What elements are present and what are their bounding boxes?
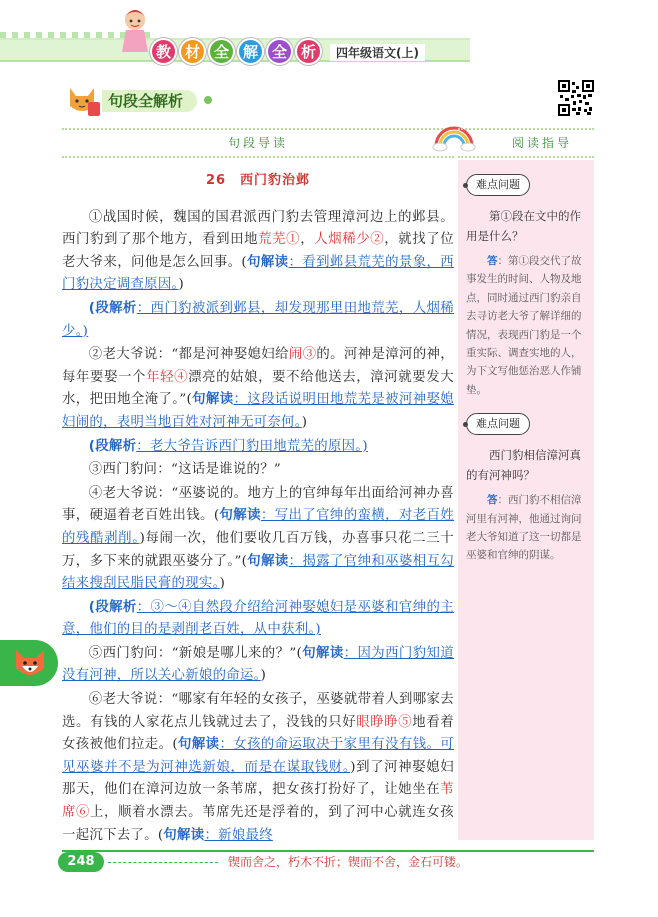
annotation-tag: 句解读 — [163, 827, 205, 843]
text-segment: 的。河神是漳河的神，每年要娶一个 — [62, 347, 454, 385]
cat-mascot-icon — [62, 82, 102, 118]
title-char: 全 — [266, 38, 293, 65]
text-segment: ，就找了位老大爷来，问他是怎么回事。( — [62, 232, 454, 270]
main-text-column — [62, 170, 454, 847]
text-segment: ， — [300, 232, 315, 248]
vocab-highlight: ⑤ — [398, 714, 413, 730]
annotation-tag: 句解读 — [302, 645, 344, 661]
vocab-highlight: 闹 — [288, 347, 303, 363]
answer-label: 答 — [487, 255, 498, 267]
answer-text: ：西门豹不相信漳河里有河神，他通过询问老大爷知道了这一切都是巫婆和官绅的阴谋。 — [466, 494, 582, 562]
annotation-text: ：西门豹被派到邺县，却发现那里田地荒芜，人烟稀少。) — [62, 300, 454, 339]
footer-rule — [62, 850, 594, 852]
text-segment: 上，顺着水漂去。苇席先还是浮着的，到了河中心就连女孩一起沉下去了。( — [62, 805, 454, 843]
guide-question: 第①段在文中的作用是什么？ — [466, 209, 581, 243]
paragraph-list — [62, 207, 454, 848]
book-title — [150, 38, 322, 65]
column-header-right: 阅读指导 — [458, 128, 594, 158]
guide-answer — [458, 246, 594, 399]
vocab-highlight: 苇席 — [62, 782, 454, 821]
guide-block — [458, 174, 594, 399]
annotation-tag: (段解析 — [88, 599, 137, 615]
title-char: 材 — [179, 38, 206, 65]
text-paragraph — [62, 436, 454, 459]
guide-block — [458, 413, 594, 565]
reading-guide-sidebar — [458, 160, 594, 840]
text-segment: ) — [178, 277, 185, 293]
vocab-highlight: 年轻 — [146, 369, 175, 385]
text-segment: ) — [260, 668, 267, 684]
page-number: 248 — [58, 852, 104, 872]
vocab-highlight: 荒芜 — [258, 232, 287, 248]
annotation-text: ：看到邺县荒芜的景象，西门豹决定调查原因。 — [62, 254, 454, 293]
annotation-tag: 句解读 — [247, 553, 289, 569]
annotation-text: ：新娘最终 — [204, 827, 273, 843]
text-paragraph — [62, 207, 454, 297]
text-paragraph — [62, 689, 454, 847]
text-segment: ②老大爷说：“都是河神娶媳妇给 — [88, 347, 289, 363]
vocab-highlight: ④ — [174, 369, 189, 385]
annotation-tag: 句解读 — [246, 254, 289, 270]
annotation-text: ：写出了官绅的蛮横，对老百姓的残酷剥削。 — [62, 508, 455, 546]
annotation-text: ：因为西门豹知道没有河神，所以关心新娘的命运。 — [62, 645, 455, 684]
text-segment: )到了河神娶媳妇那天，他们在漳河边放一条苇席，把女孩打扮好了，让她坐在 — [62, 759, 455, 798]
annotation-text: ：这段话说明田地荒芜是被河神娶媳妇闹的，表明当地百姓对河神无可奈何。 — [62, 392, 454, 430]
guide-block-list — [458, 174, 594, 565]
text-paragraph — [62, 344, 454, 434]
title-char: 析 — [295, 38, 322, 65]
annotation-tag: 句解读 — [177, 737, 220, 753]
text-segment: )每闹一次，他们要收几百万钱，办喜事只花二三十万，多下来的就跟巫婆分了。”( — [62, 530, 455, 569]
vocab-highlight: ③ — [302, 347, 317, 363]
text-segment: 地看着女孩被他们拉走。( — [62, 714, 454, 753]
title-char: 全 — [208, 38, 235, 65]
vocab-highlight: 人烟稀少 — [314, 232, 371, 248]
text-segment: ) — [301, 414, 308, 430]
footer-dash — [108, 862, 218, 863]
vocab-highlight: ② — [370, 232, 385, 248]
annotation-text: ：揭露了官绅和巫婆相互勾结来搜刮民脂民膏的现实。 — [62, 553, 454, 592]
fox-mascot-icon — [12, 646, 48, 682]
section-title: 句段全解析 — [102, 90, 197, 112]
difficulty-label: 难点问题 — [466, 413, 530, 435]
text-paragraph — [62, 597, 454, 642]
top-banner — [0, 0, 658, 80]
girl-mascot-icon — [118, 6, 152, 54]
title-char: 教 — [150, 38, 177, 65]
annotation-text: ：老大爷告诉西门豹田地荒芜的原因。) — [136, 438, 368, 454]
qr-code-icon[interactable] — [558, 80, 594, 116]
text-segment: ) — [219, 576, 226, 592]
annotation-text: ：③～④自然段介绍给河神娶媳妇是巫婆和官绅的主意，他们的目的是剥削老百姓，从中获利。) — [62, 599, 454, 638]
text-paragraph — [62, 298, 454, 343]
annotation-tag: (段解析 — [88, 300, 137, 316]
text-paragraph — [62, 483, 454, 596]
guide-answer — [458, 485, 594, 565]
difficulty-label: 难点问题 — [466, 174, 530, 196]
text-paragraph — [62, 643, 454, 688]
text-segment: 漂亮的姑娘，要不给他送去，漳河就要发大水，把田地全淹了。”( — [62, 369, 454, 408]
answer-text: ：第①段交代了故事发生的时间、人物及地点，同时通过西门豹亲自去寻访老大爷了解详细的情况，表现西门豹是一个重实际、调查实地的人，为下文写他惩治恶人作铺垫。 — [466, 255, 582, 396]
section-title-dot — [204, 96, 212, 104]
vocab-highlight: 眼睁睁 — [356, 714, 399, 730]
vocab-highlight: ① — [286, 232, 301, 248]
vocab-highlight: ⑥ — [76, 805, 91, 821]
text-segment: ③西门豹问：“这话是谁说的？” — [88, 462, 282, 478]
text-paragraph — [62, 459, 454, 482]
text-segment: ⑥老大爷说：“哪家有年轻的女孩子，巫婆就带着人到哪家去选。有钱的人家花点儿钱就过去了，没钱的只好 — [62, 692, 454, 730]
guide-question: 西门豹相信漳河真的有河神吗？ — [466, 448, 581, 483]
annotation-tag: 句解读 — [219, 508, 261, 524]
grade-label: 四年级语文(上) — [330, 44, 425, 61]
lesson-title: 26 西门豹治邺 — [205, 173, 311, 188]
footer-motto: 锲而舍之，朽木不折；锲而不舍，金石可镂。 — [228, 855, 469, 869]
annotation-tag: 句解读 — [192, 392, 234, 408]
text-segment: ①战国时候，魏国的国君派西门豹去管理漳河边上的邺县。西门豹到了那个地方，看到田地 — [62, 209, 454, 248]
answer-label: 答 — [487, 494, 498, 507]
text-segment: ⑤西门豹问：“新娘是哪儿来的？”( — [88, 645, 303, 661]
title-char: 解 — [237, 38, 264, 65]
annotation-text: ：女孩的命运取决于家里有没有钱。可见巫婆并不是为河神选新娘，而是在谋取钱财。 — [62, 737, 454, 775]
column-header-left: 句段导读 — [62, 128, 454, 158]
annotation-tag: (段解析 — [88, 438, 137, 454]
text-segment: ④老大爷说：“巫婆说的。地方上的官绅每年出面给河神办喜事，硬逼着老百姓出钱。( — [62, 485, 454, 524]
